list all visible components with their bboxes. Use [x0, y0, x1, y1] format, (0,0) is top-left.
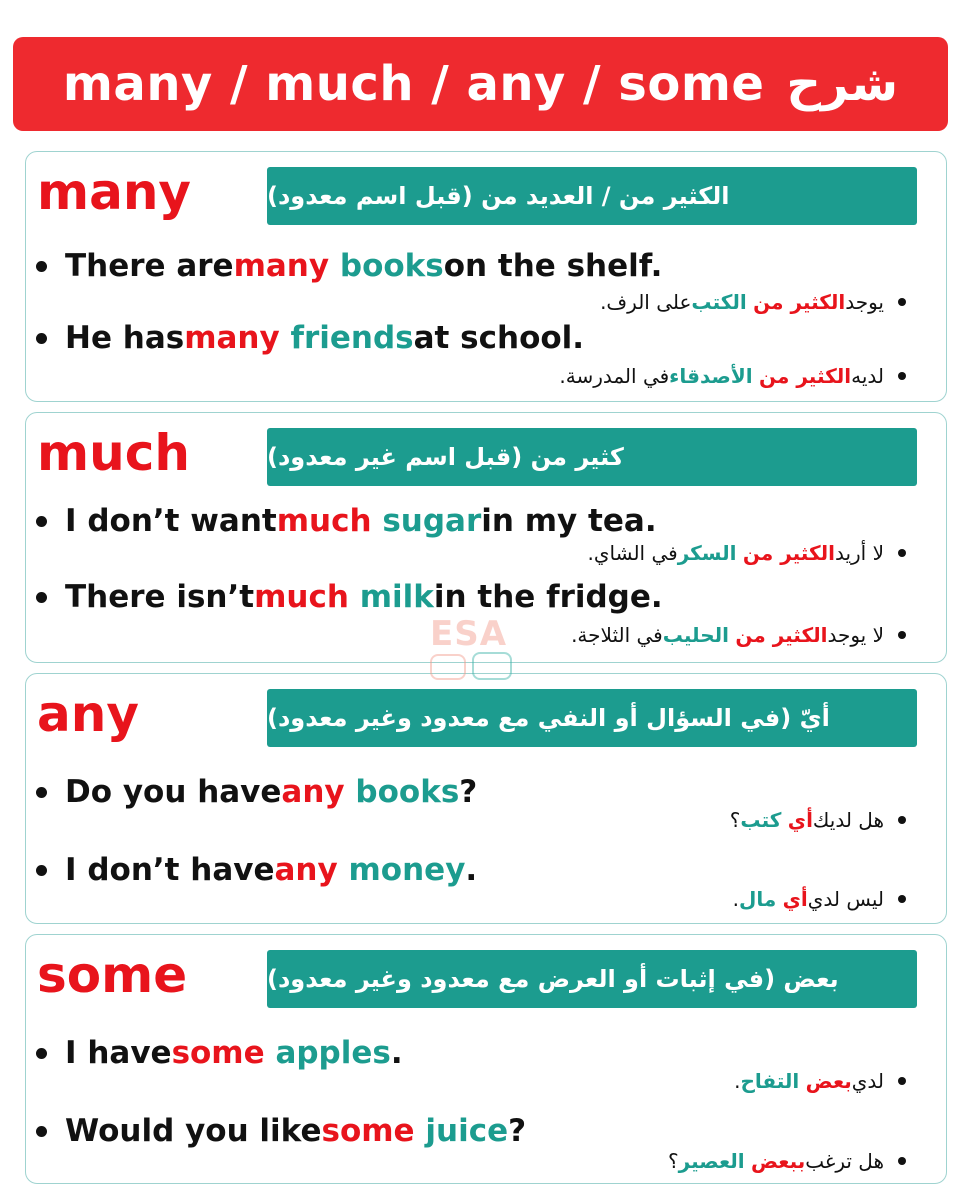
bullet	[36, 1126, 47, 1137]
esa-watermark-logo	[430, 614, 520, 688]
bullet	[36, 787, 47, 798]
bullet	[898, 372, 906, 380]
example-ar-2: ليس لدي أي مال .	[733, 887, 906, 911]
bullet	[898, 895, 906, 903]
card-any	[25, 673, 947, 924]
card-banner: الكثير من / العديد من (قبل اسم معدود)	[267, 167, 917, 225]
example-en-1: I don’t want much sugar in my tea.	[36, 503, 657, 539]
bullet	[898, 1077, 906, 1085]
bullet	[36, 865, 47, 876]
example-ar-2: لديه الكثير من الأصدقاء في المدرسة.	[559, 364, 906, 388]
card-word: any	[37, 685, 139, 743]
example-ar-1: لا أريد الكثير من السكر في الشاي.	[588, 541, 907, 565]
chat-bubble-icon	[430, 654, 466, 680]
example-ar-1: هل لديك أي كتب ؟	[730, 808, 906, 832]
card-word: many	[37, 163, 192, 221]
card-banner: بعض (في إثبات أو العرض مع معدود وغير معدود)	[267, 950, 917, 1008]
bullet	[898, 631, 906, 639]
bullet	[36, 1048, 47, 1059]
example-ar-2: هل ترغب ببعض العصير ؟	[668, 1149, 906, 1173]
page-header	[13, 37, 948, 131]
page-title	[63, 56, 898, 112]
example-ar-2: لا يوجد الكثير من الحليب في الثلاجة.	[571, 623, 906, 647]
bullet	[36, 516, 47, 527]
bullet	[898, 298, 906, 306]
card-word: some	[37, 946, 188, 1004]
bullet	[898, 1157, 906, 1165]
watermark-text: ESA	[430, 614, 508, 654]
example-en-1: Do you have any books ?	[36, 774, 477, 810]
bullet	[36, 261, 47, 272]
card-word: much	[37, 424, 190, 482]
bullet	[898, 549, 906, 557]
example-ar-1: يوجد الكثير من الكتب على الرف.	[600, 290, 906, 314]
card-banner: أيّ (في السؤال أو النفي مع معدود وغير معدود)	[267, 689, 917, 747]
example-en-2: He has many friends at school.	[36, 320, 584, 356]
page-title-ar: شرح	[786, 56, 899, 112]
bullet	[36, 333, 47, 344]
card-many	[25, 151, 947, 402]
chat-bubble-icon	[472, 652, 512, 680]
example-en-2: There isn’t much milk in the fridge.	[36, 579, 663, 615]
example-en-1: There are many books on the shelf.	[36, 248, 662, 284]
example-ar-1: لدي بعض التفاح .	[734, 1069, 906, 1093]
example-en-2: Would you like some juice ?	[36, 1113, 526, 1149]
card-some	[25, 934, 947, 1184]
bullet	[898, 816, 906, 824]
bullet	[36, 592, 47, 603]
example-en-1: I have some apples .	[36, 1035, 403, 1071]
card-banner: كثير من (قبل اسم غير معدود)	[267, 428, 917, 486]
page-title-en: many / much / any / some	[62, 56, 765, 112]
example-en-2: I don’t have any money .	[36, 852, 477, 888]
